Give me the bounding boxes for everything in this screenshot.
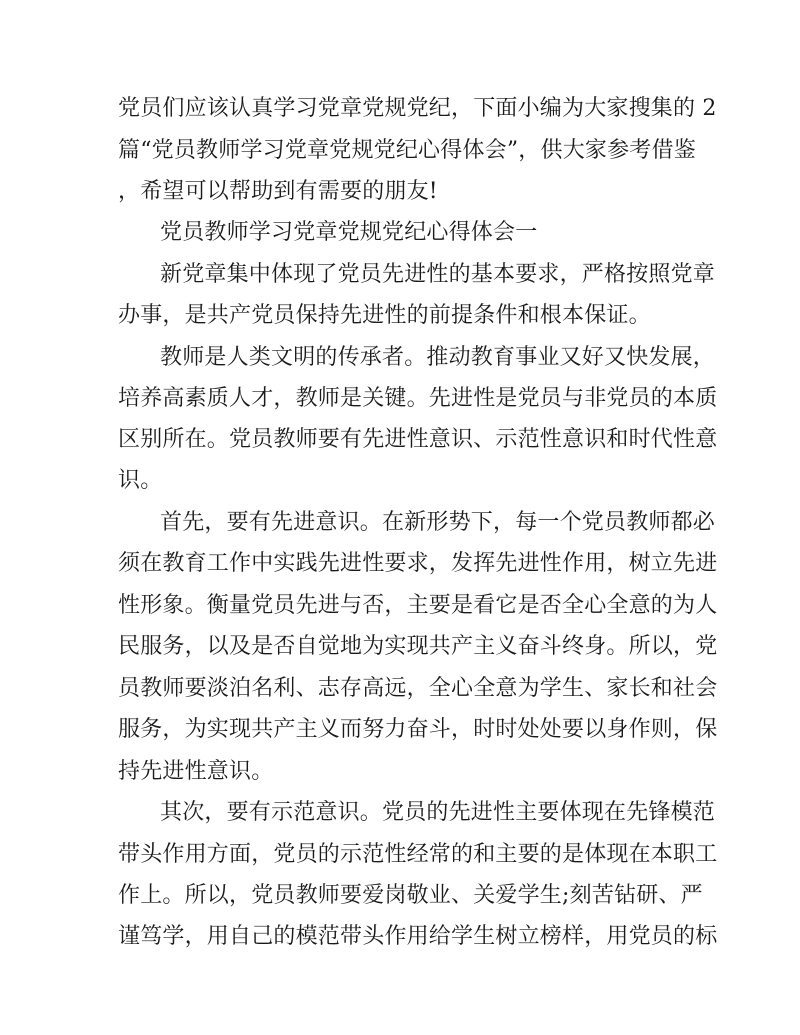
paragraph-3-line-7: 持先进性意识。 <box>118 759 274 784</box>
paragraph-4-line-2: 带头作用方面，党员的示范性经常的和主要的是体现在本职工 <box>118 842 718 867</box>
paragraph-3-line-3: 性形象。衡量党员先进与否，主要是看它是否全心全意的为人 <box>118 593 718 618</box>
paragraph-4-line-1: 其次，要有示范意识。党员的先进性主要体现在先锋模范 <box>160 800 716 825</box>
paragraph-3-line-4: 民服务，以及是否自觉地为实现共产主义奋斗终身。所以，党 <box>118 634 718 659</box>
paragraph-4-line-4: 谨笃学，用自己的模范带头作用给学生树立榜样，用党员的标 <box>118 924 718 949</box>
paragraph-1-line-1: 新党章集中体现了党员先进性的基本要求，严格按照党章 <box>160 262 716 287</box>
section-heading: 党员教师学习党章党规党纪心得体会一 <box>160 220 538 245</box>
intro-line-3: ，希望可以帮助到有需要的朋友! <box>118 179 438 204</box>
paragraph-2-line-4: 识。 <box>118 468 163 493</box>
paragraph-3-line-1: 首先，要有先进意识。在新形势下，每一个党员教师都必 <box>160 510 716 535</box>
paragraph-3-line-2: 须在教育工作中实践先进性要求，发挥先进性作用，树立先进 <box>118 551 718 576</box>
paragraph-3-line-6: 服务，为实现共产主义而努力奋斗，时时处处要以身作则，保 <box>118 717 718 742</box>
intro-line-1: 党员们应该认真学习党章党规党纪，下面小编为大家搜集的 2 <box>118 96 717 121</box>
paragraph-2-line-1: 教师是人类文明的传承者。推动教育事业又好又快发展， <box>160 345 716 370</box>
intro-line-2: 篇“党员教师学习党章党规党纪心得体会”，供大家参考借鉴 <box>118 138 696 163</box>
paragraph-2-line-3: 区别所在。党员教师要有先进性意识、示范性意识和时代性意 <box>118 427 718 452</box>
paragraph-2-line-2: 培养高素质人才，教师是关键。先进性是党员与非党员的本质 <box>118 386 718 411</box>
paragraph-3-line-5: 员教师要淡泊名利、志存高远，全心全意为学生、家长和社会 <box>118 676 718 701</box>
paragraph-4-line-3: 作上。所以，党员教师要爱岗敬业、关爱学生;刻苦钻研、严 <box>118 883 703 908</box>
paragraph-1-line-2: 办事，是共产党员保持先进性的前提条件和根本保证。 <box>118 303 651 328</box>
